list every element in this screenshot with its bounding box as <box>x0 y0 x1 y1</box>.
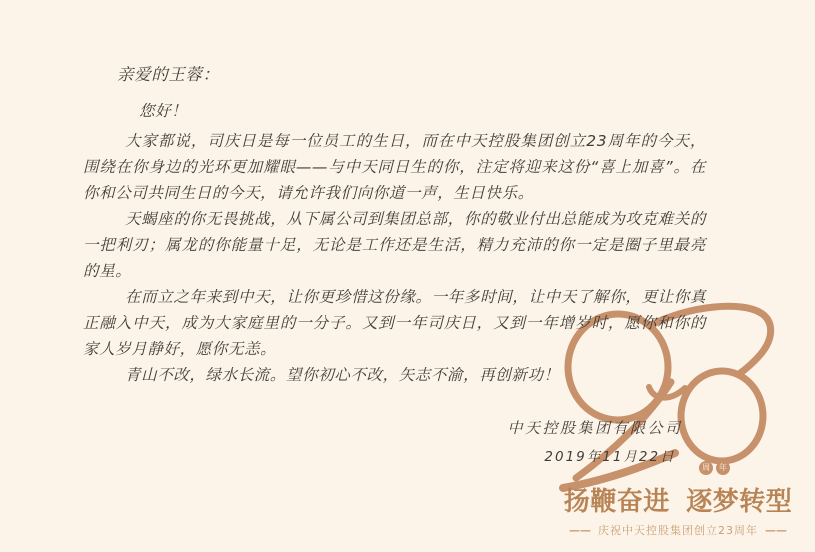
subtitle-text: 庆祝中天控股集团创立23周年 <box>598 524 758 537</box>
anniversary-subtitle <box>546 522 810 538</box>
letter-paragraph-2: 天蝎座的你无畏挑战，从下属公司到集团总部，你的敬业付出总能成为攻克难关的一把利刃；属龙的你能量十足，无论是工作还是生活，精力充沛的你一定是圈子里最亮的星。 <box>83 210 706 280</box>
letter-body <box>83 62 706 388</box>
salutation: 亲爱的王蓉： <box>117 65 220 84</box>
letter-paragraph-4: 青山不改，绿水长流。望你初心不改，矢志不渝，再创新功！ <box>125 366 560 384</box>
letter-paragraph-3: 在而立之年来到中天，让你更珍惜这份缘。一年多时间，让中天了解你，更让你真正融入中天，成为大家庭里的一分子。又到一年司庆日，又到一年增岁时，愿你和你的家人岁月静好，愿你无恙。 <box>83 288 706 358</box>
signature-block <box>468 417 722 465</box>
company-name: 中天控股集团有限公司 <box>507 419 683 437</box>
seal-nian-icon: 年 <box>716 461 730 475</box>
signature-date: 2019年11月22日 <box>544 449 676 465</box>
greeting: 您好！ <box>139 102 188 120</box>
left-dash: —— <box>569 523 591 537</box>
letter-paragraph-1: 大家都说，司庆日是每一位员工的生日，而在中天控股集团创立23周年的今天，围绕在你身边的光环更加耀眼——与中天同日生的你，注定将迎来这份“喜上加喜”。在你和公司共同生日的今天，请允许我们向你道一声，生日快乐。 <box>83 132 706 202</box>
anniversary-slogan: 扬鞭奋进 逐梦转型 <box>563 487 793 517</box>
right-dash: —— <box>765 523 787 537</box>
seal-zhou-icon: 周 <box>699 461 713 475</box>
